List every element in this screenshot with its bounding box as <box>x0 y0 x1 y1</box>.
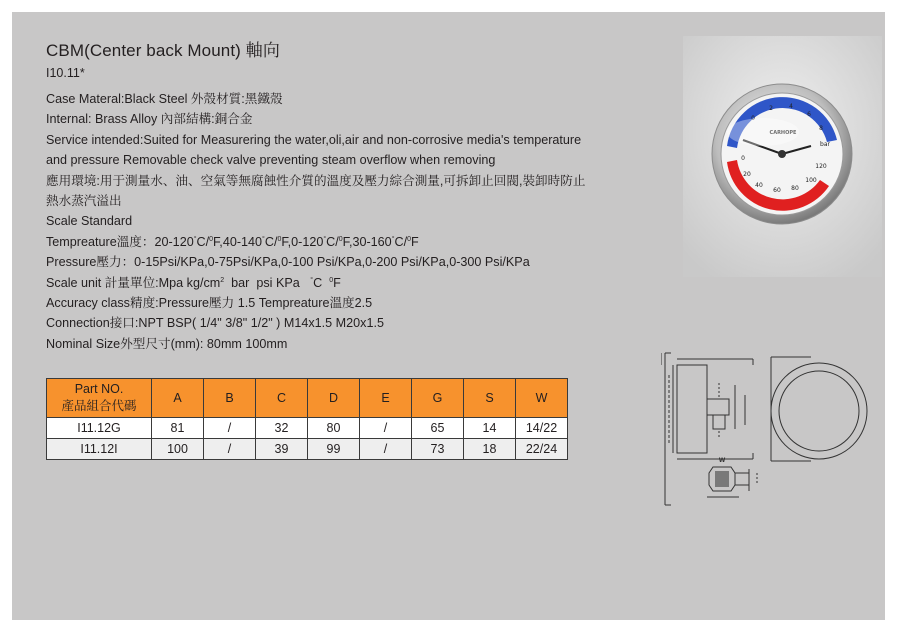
pressure-tick: 6 <box>807 111 811 118</box>
cell: 99 <box>308 439 360 460</box>
cell: 65 <box>412 418 464 439</box>
spec-scale-standard: Scale Standard <box>46 214 133 229</box>
cell: / <box>360 439 412 460</box>
table-header-row <box>47 379 568 418</box>
cell: 80 <box>308 418 360 439</box>
cell-part: I11.12G <box>47 418 152 439</box>
header-e: E <box>360 379 412 418</box>
temp-tick: 40 <box>755 182 763 189</box>
temperature-range-list: 20-120°C/$^0$F,40-140°C/$^0$F,0-120°C/$^0$F,30-160°C/$^0$F <box>154 234 419 249</box>
degree-symbol: 0 <box>329 276 334 284</box>
header-a: A <box>152 379 204 418</box>
cell: 22/24 <box>516 439 568 460</box>
temp-tick: 60 <box>773 187 781 194</box>
scale-unit-superscript: 2 <box>220 276 225 284</box>
spec-service-en-1: Service intended:Suited for Measurering the water,oli,air and non-corrosive media's temperature <box>46 132 582 147</box>
cell: / <box>204 439 256 460</box>
temp-tick: 80 <box>791 185 799 192</box>
gauge-image <box>683 36 882 277</box>
temperature-range: 0-120 <box>291 234 324 249</box>
pressure-tick: 0 <box>751 115 755 122</box>
header-part-zh: 產品組合代碼 <box>61 399 137 413</box>
spec-nominal-size: Nominal Size外型尺寸(mm): 80mm 100mm <box>46 336 288 351</box>
spec-service-zh-1: 應用環境:用于測量水、油、空氣等無腐蝕性介質的溫度及壓力綜合測量,可拆卸止回閥,裝卸時防止 <box>46 173 586 188</box>
temperature-range: 20-120 <box>154 234 194 249</box>
header-part-no <box>47 379 152 418</box>
spec-temperature <box>46 232 646 252</box>
cell: 73 <box>412 439 464 460</box>
cell: 14/22 <box>516 418 568 439</box>
spec-internal: Internal: Brass Alloy 內部結構:銅合金 <box>46 112 253 127</box>
technical-drawing <box>661 335 871 515</box>
header-d: D <box>308 379 360 418</box>
model-number: I10.11* <box>46 66 85 80</box>
pressure-tick: 4 <box>789 103 793 110</box>
table-row <box>47 439 568 460</box>
spec-scale-unit <box>46 273 646 293</box>
dimension-label-w: W <box>718 457 726 464</box>
parts-table <box>46 378 568 460</box>
cell: 32 <box>256 418 308 439</box>
degree-symbol: ° <box>310 276 314 284</box>
cell-part: I11.12I <box>47 439 152 460</box>
header-part-en: Part NO. <box>74 382 124 396</box>
catalog-page <box>12 12 885 620</box>
temp-tick: 100 <box>805 177 817 184</box>
brand-label: CARHOPE <box>769 130 797 136</box>
cell: / <box>360 418 412 439</box>
temp-tick: 20 <box>743 171 751 178</box>
cell: 81 <box>152 418 204 439</box>
table-row <box>47 418 568 439</box>
spec-case: Case Materal:Black Steel 外殼材質:黑鐵殼 <box>46 92 283 106</box>
header-g: G <box>412 379 464 418</box>
header-c: C <box>256 379 308 418</box>
header-w: W <box>516 379 568 418</box>
spec-accuracy: Accuracy class精度:Pressure壓力 1.5 Tempreature溫度2.5 <box>46 296 373 311</box>
pressure-tick: 2 <box>769 105 773 112</box>
scale-unit-fahrenheit: F <box>333 275 341 290</box>
temperature-prefix: Tempreature溫度： <box>46 234 155 249</box>
spec-service-zh-2: 熱水蒸汽溢出 <box>46 194 122 209</box>
spec-pressure: Pressure壓力：0-15Psi/KPa,0-75Psi/KPa,0-100 Psi/KPa,0-200 Psi/KPa,0-300 Psi/KPa <box>46 255 530 270</box>
header-b: B <box>204 379 256 418</box>
cell: 39 <box>256 439 308 460</box>
temperature-range: 40-140 <box>222 234 263 249</box>
cell: 18 <box>464 439 516 460</box>
cell: 100 <box>152 439 204 460</box>
spec-service-en-2: and pressure Removable check valve preventing steam overflow when removing <box>46 153 496 168</box>
scale-unit-mid: bar psi KPa <box>224 275 311 290</box>
scale-unit-celsius: C <box>313 275 330 290</box>
gauge-photo <box>683 36 882 277</box>
spec-list <box>46 89 646 354</box>
header-s: S <box>464 379 516 418</box>
temp-tick: 0 <box>741 155 745 162</box>
spec-connection: Connection接口:NPT BSP( 1/4" 3/8" 1/2" ) M14x1.5 M20x1.5 <box>46 316 384 331</box>
temp-tick: 120 <box>815 163 827 170</box>
page-title: CBM(Center back Mount) 軸向 <box>46 41 280 60</box>
temperature-range: 30-160 <box>352 234 392 249</box>
cell: / <box>204 418 256 439</box>
cell: 14 <box>464 418 516 439</box>
pressure-tick: 8 <box>819 125 823 132</box>
pressure-unit: bar <box>820 141 830 148</box>
scale-unit-prefix: Scale unit 計量單位:Mpa kg/cm <box>46 275 221 290</box>
